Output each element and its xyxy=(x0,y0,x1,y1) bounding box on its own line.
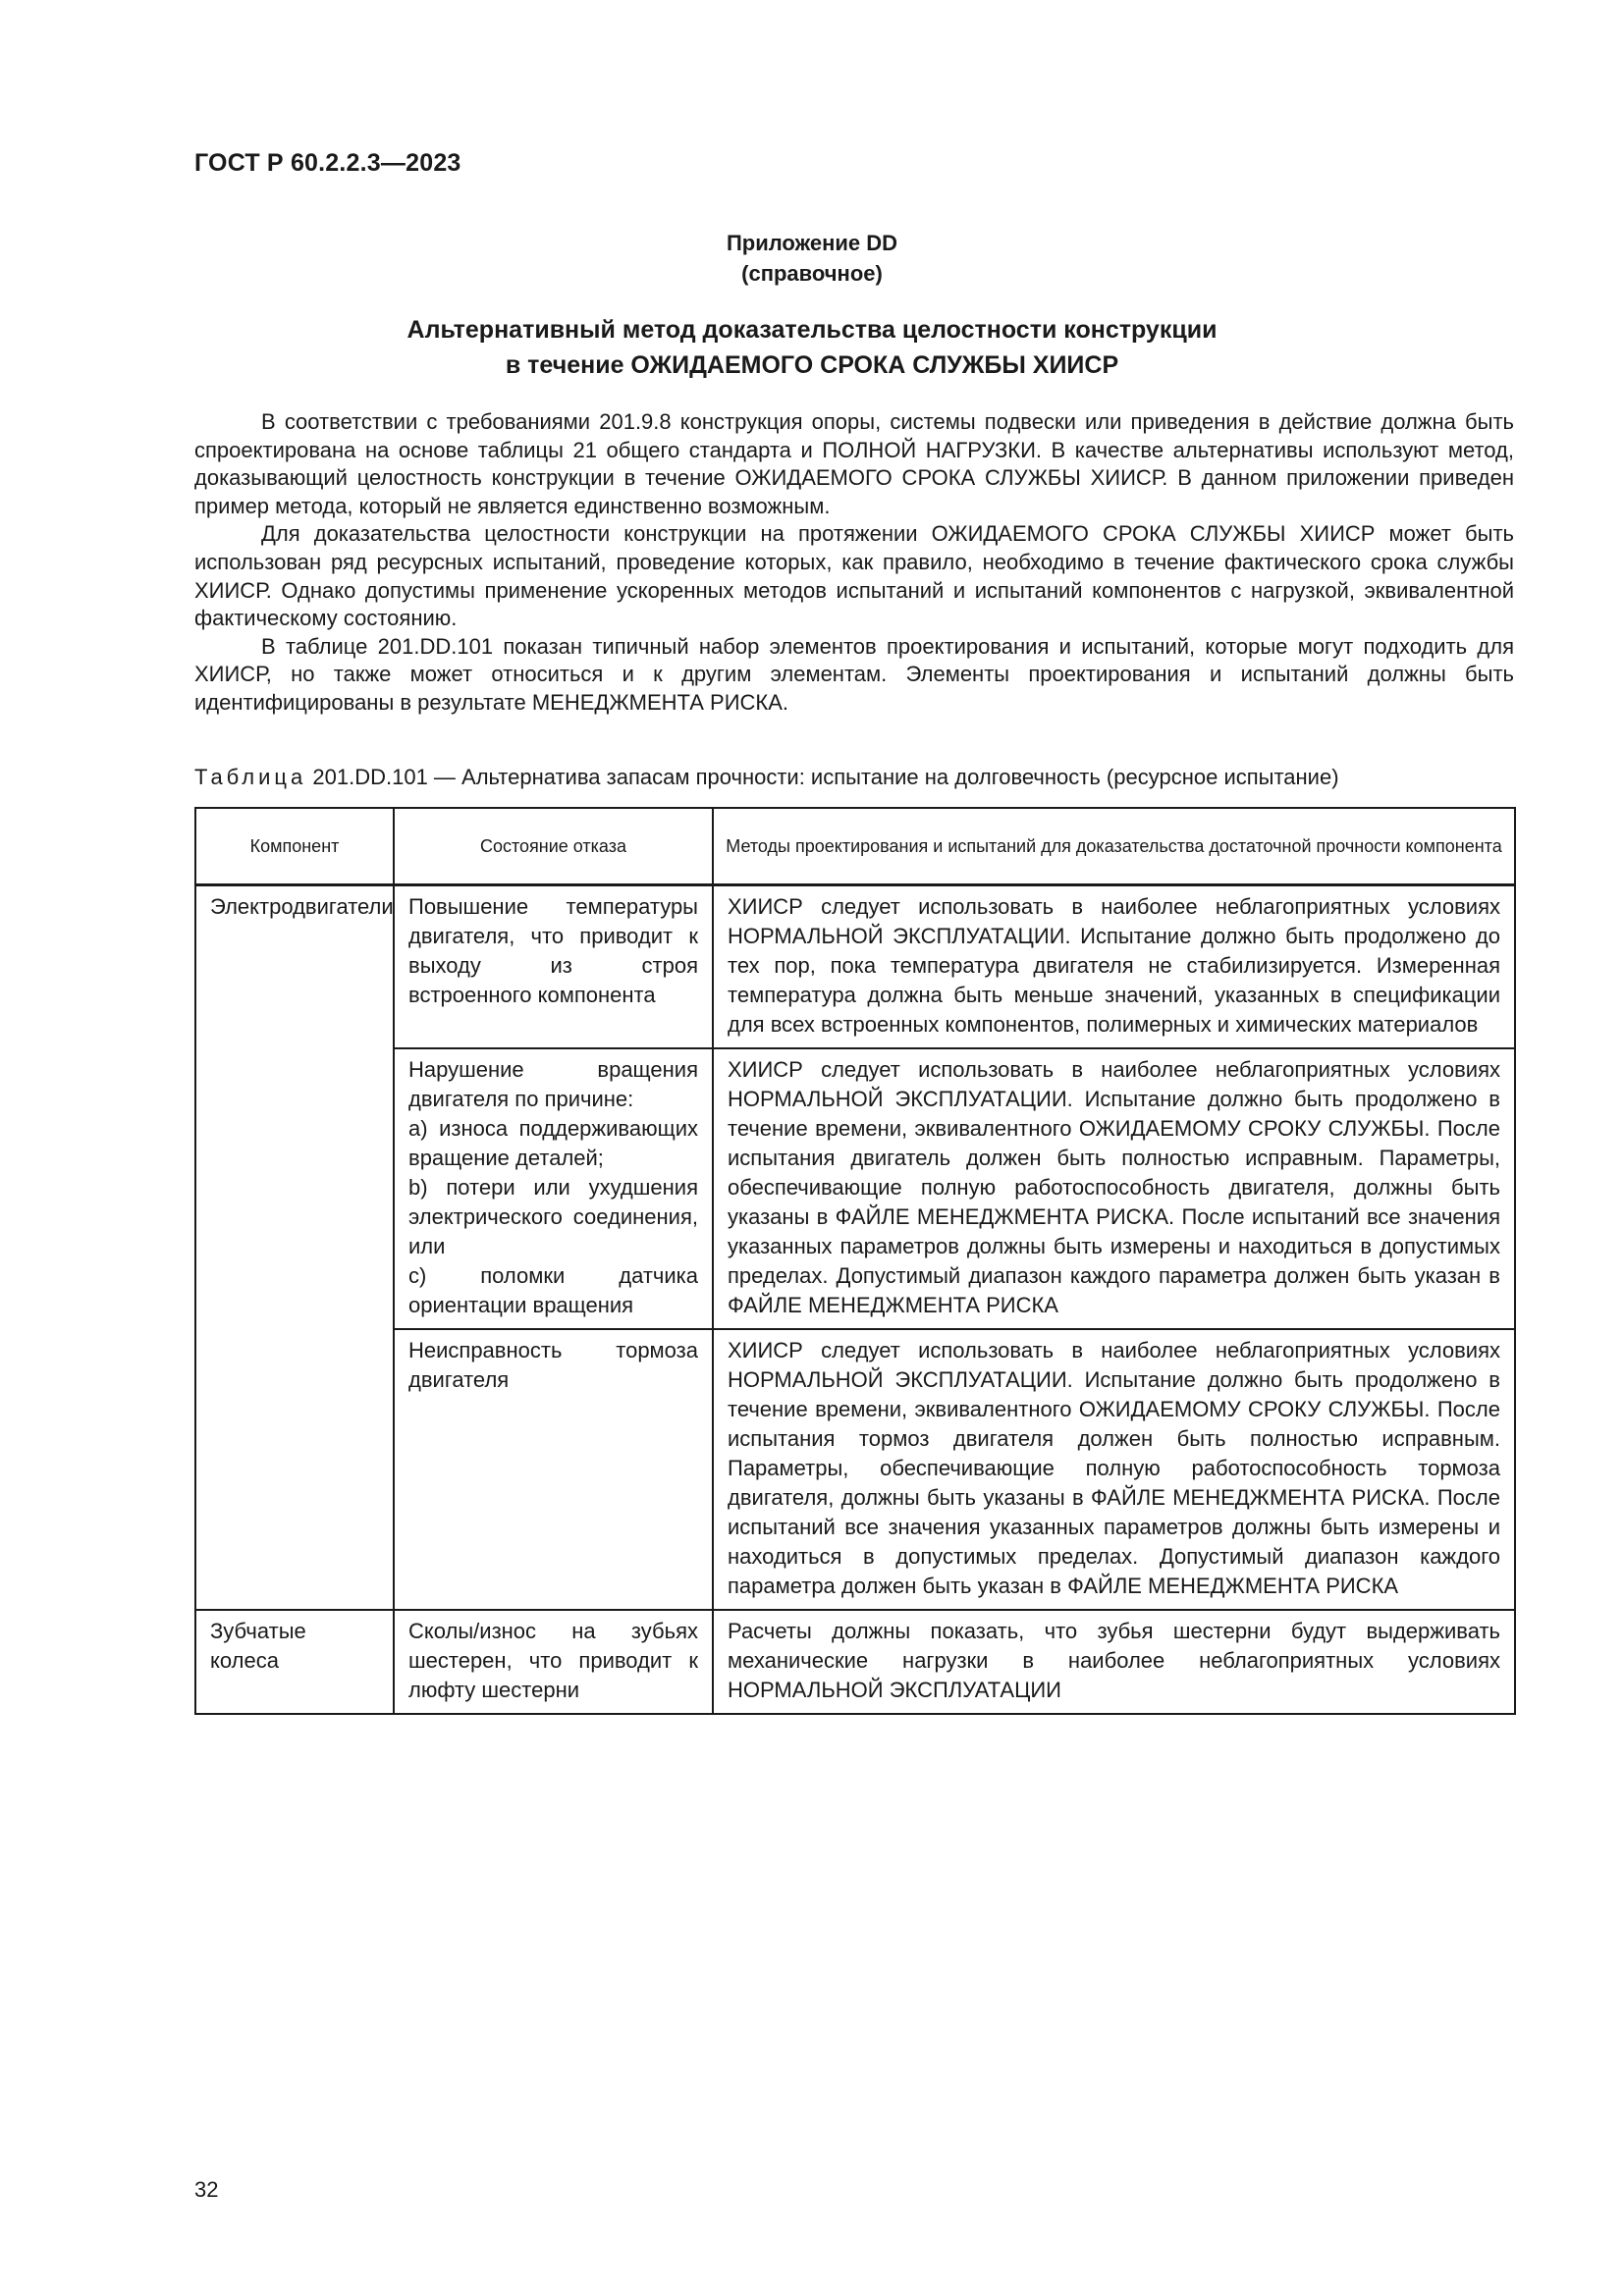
table-row xyxy=(195,1048,1515,1329)
durability-test-table xyxy=(194,807,1516,1715)
table-row xyxy=(195,1329,1515,1610)
cell-method: Расчеты должны показать, что зубья шестерни будут выдерживать механические нагрузки в наиболее неблагоприятных условиях НОРМАЛЬНОЙ ЭКСПЛУАТАЦИИ xyxy=(713,1610,1515,1714)
appendix-heading xyxy=(0,228,1624,289)
cell-component xyxy=(195,1329,394,1610)
header-failure-state: Состояние отказа xyxy=(394,808,713,885)
header-methods: Методы проектирования и испытаний для доказательства достаточной прочности компонента xyxy=(713,808,1515,885)
body-text xyxy=(194,408,1514,718)
appendix-label: Приложение DD xyxy=(726,231,898,255)
cell-method: ХИИСР следует использовать в наиболее неблагоприятных условиях НОРМАЛЬНОЙ ЭКСПЛУАТАЦИИ. Испытание должно быть продолжено до тех пор, пока температура двигателя не стабилизируется. Измеренная температура должна быть меньше значений, указанных в спецификации для всех встроенных компонентов, полимерных и химических материалов xyxy=(713,885,1515,1049)
cell-component: Электродвигатели xyxy=(195,885,394,1049)
cell-method: ХИИСР следует использовать в наиболее неблагоприятных условиях НОРМАЛЬНОЙ ЭКСПЛУАТАЦИИ. Испытание должно быть продолжено в течение времени, эквивалентного ОЖИДАЕМОМУ СРОКУ СЛУЖБЫ. После испытания тормоз двигателя должен быть полностью исправным. Параметры, обеспечивающие полную работоспособность тормоза двигателя, должны быть указаны в ФАЙЛЕ МЕНЕДЖМЕНТА РИСКА. После испытаний все значения указанных параметров должны быть измерены и находиться в допустимых пределах. Допустимый диапазон каждого параметра должен быть указан в ФАЙЛЕ МЕНЕДЖМЕНТА РИСКА xyxy=(713,1329,1515,1610)
cell-method: ХИИСР следует использовать в наиболее неблагоприятных условиях НОРМАЛЬНОЙ ЭКСПЛУАТАЦИИ. Испытание должно быть продолжено в течение времени, эквивалентного ОЖИДАЕМОМУ СРОКУ СЛУЖБЫ. После испытания двигатель должен быть полностью исправным. Параметры, обеспечивающие полную работоспособность двигателя, должны быть указаны в ФАЙЛЕ МЕНЕДЖМЕНТА РИСКА. После испытаний все значения указанных параметров должны быть измерены и находиться в допустимых пределах. Допустимый диапазон каждого параметра должен быть указан в ФАЙЛЕ МЕНЕДЖМЕНТА РИСКА xyxy=(713,1048,1515,1329)
appendix-title xyxy=(0,312,1624,383)
page-number: 32 xyxy=(194,2177,219,2202)
cell-component: Зубчатые колеса xyxy=(195,1610,394,1714)
header-component: Компонент xyxy=(195,808,394,885)
table-row xyxy=(195,1610,1515,1714)
cell-failure-state: Повышение температуры двигателя, что приводит к выходу из строя встроенного компонента xyxy=(394,885,713,1049)
document-code-header: ГОСТ Р 60.2.2.3—2023 xyxy=(194,149,461,177)
table-caption-text: 201.DD.101 — Альтернатива запасам прочности: испытание на долговечность (ресурсное испытание) xyxy=(312,765,1339,789)
table-caption-label: Таблица xyxy=(194,765,307,789)
title-line-1: Альтернативный метод доказательства целостности конструкции xyxy=(406,316,1218,344)
cell-failure-state: Сколы/износ на зубьях шестерен, что приводит к люфту шестерни xyxy=(394,1610,713,1714)
title-line-2: в течение ОЖИДАЕМОГО СРОКА СЛУЖБЫ ХИИСР xyxy=(505,351,1119,379)
paragraph: В таблице 201.DD.101 показан типичный набор элементов проектирования и испытаний, которые могут подходить для ХИИСР, но также может относиться и к другим элементам. Элементы проектирования и испытаний должны быть идентифицированы в результате МЕНЕДЖМЕНТА РИСКА. xyxy=(194,633,1514,715)
paragraph: Для доказательства целостности конструкции на протяжении ОЖИДАЕМОГО СРОКА СЛУЖБЫ ХИИСР может быть использован ряд ресурсных испытаний, проведение которых, как правило, необходимо в течение фактического срока службы ХИИСР. Однако допустимы применение ускоренных методов испытаний и испытаний компонентов с нагрузкой, эквивалентной фактическому состоянию. xyxy=(194,521,1514,631)
table-row xyxy=(195,885,1515,1049)
cell-failure-state: Неисправность тормоза двигателя xyxy=(394,1329,713,1610)
table-caption xyxy=(194,764,1530,791)
paragraph: В соответствии с требованиями 201.9.8 конструкция опоры, системы подвески или приведения в действие должна быть спроектирована на основе таблицы 21 общего стандарта и ПОЛНОЙ НАГРУЗКИ. В качестве альтернативы используют метод, доказывающий целостность конструкции в течение ОЖИДАЕМОГО СРОКА СЛУЖБЫ ХИИСР. В данном приложении приведен пример метода, который не является единственно возможным. xyxy=(194,409,1514,518)
table-header-row xyxy=(195,808,1515,885)
cell-component xyxy=(195,1048,394,1329)
cell-failure-state: Нарушение вращения двигателя по причине: а) износа поддерживающих вращение деталей; b) потери или ухудшения электрического соединения, или с) поломки датчика ориентации вращения xyxy=(394,1048,713,1329)
appendix-type: (справочное) xyxy=(741,261,883,286)
